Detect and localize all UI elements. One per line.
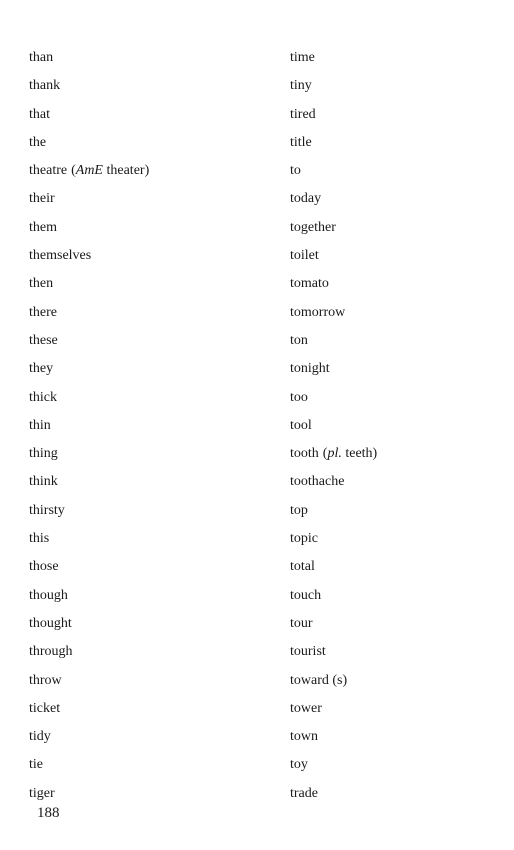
headword: tomato	[290, 276, 329, 292]
word-entry	[29, 161, 269, 189]
page-number: 188	[37, 805, 60, 821]
word-entry	[290, 501, 490, 529]
headword: ticket	[29, 700, 61, 716]
headword: tiny	[290, 78, 312, 94]
word-entry	[29, 444, 269, 472]
word-entry	[29, 274, 269, 302]
word-entry	[290, 331, 490, 359]
headword: through	[29, 644, 73, 660]
headword: those	[29, 559, 59, 575]
word-entry	[290, 218, 490, 246]
headword: this	[29, 531, 50, 547]
word-entry	[290, 642, 490, 670]
word-entry	[29, 331, 269, 359]
word-entry	[290, 586, 490, 614]
word-entry	[290, 76, 490, 104]
word-entry	[29, 699, 269, 727]
word-entry	[290, 48, 490, 76]
word-entry	[29, 671, 269, 699]
headword: today	[290, 191, 322, 207]
word-entry	[29, 133, 269, 161]
headword: think	[29, 474, 58, 490]
word-entry	[290, 303, 490, 331]
headword: tower	[290, 700, 322, 716]
headword: together	[290, 219, 336, 235]
headword: thank	[29, 78, 61, 94]
word-entry	[290, 246, 490, 274]
word-entry	[290, 189, 490, 217]
word-entry	[290, 671, 490, 699]
word-entry	[290, 529, 490, 557]
word-entry	[290, 416, 490, 444]
headword: thought	[29, 615, 72, 631]
headword: them	[29, 219, 57, 235]
word-entry	[29, 614, 269, 642]
headword: thin	[29, 417, 51, 433]
word-entry	[290, 388, 490, 416]
headword: thick	[29, 389, 57, 405]
headword: tired	[290, 106, 316, 122]
headword: ton	[290, 332, 308, 348]
headword: town	[290, 729, 318, 745]
word-entry	[290, 472, 490, 500]
word-entry	[290, 133, 490, 161]
word-entry	[29, 105, 269, 133]
headword: tool	[290, 417, 312, 433]
word-entry	[290, 699, 490, 727]
headword: that	[29, 106, 50, 122]
word-entry	[29, 388, 269, 416]
word-entry	[29, 303, 269, 331]
word-entry	[290, 359, 490, 387]
word-entry	[290, 105, 490, 133]
word-entry	[29, 359, 269, 387]
headword: their	[29, 191, 55, 207]
headword: to	[290, 163, 301, 179]
headword: tie	[29, 757, 43, 773]
word-entry	[29, 586, 269, 614]
word-entry	[29, 48, 269, 76]
word-entry	[29, 727, 269, 755]
headword: thing	[29, 446, 58, 462]
headword: tidy	[29, 729, 51, 745]
word-entry	[290, 444, 490, 472]
headword: tooth	[290, 446, 319, 462]
headword: toy	[290, 757, 308, 773]
headword: tonight	[290, 361, 330, 377]
word-entry	[290, 614, 490, 642]
headword: the	[29, 134, 47, 150]
headword: these	[29, 332, 58, 348]
word-entry	[290, 557, 490, 585]
word-entry	[29, 218, 269, 246]
headword: tourist	[290, 644, 326, 660]
word-entry	[29, 472, 269, 500]
headword: thirsty	[29, 502, 65, 518]
headword: than	[29, 50, 54, 65]
headword: touch	[290, 587, 322, 603]
headword: trade	[290, 785, 318, 801]
headword: tour	[290, 615, 313, 631]
word-entry	[29, 246, 269, 274]
usage-note: (AmE theater)	[71, 163, 150, 179]
word-entry	[290, 727, 490, 755]
headword: then	[29, 276, 54, 292]
headword: toilet	[290, 248, 319, 264]
word-entry	[290, 784, 490, 812]
headword: total	[290, 559, 315, 575]
word-entry	[29, 784, 269, 812]
headword: topic	[290, 531, 318, 547]
headword: toward (s)	[290, 672, 348, 688]
headword: title	[290, 134, 312, 150]
word-entry	[290, 161, 490, 189]
word-entry	[290, 755, 490, 783]
headword: toothache	[290, 474, 345, 490]
word-list-right-column	[290, 48, 490, 812]
usage-note: (pl. teeth)	[322, 446, 378, 462]
headword: too	[290, 389, 308, 405]
headword: though	[29, 587, 68, 603]
word-entry	[290, 274, 490, 302]
word-entry	[29, 416, 269, 444]
headword: tiger	[29, 785, 55, 801]
word-entry	[29, 501, 269, 529]
headword: there	[29, 304, 57, 320]
headword: throw	[29, 672, 62, 688]
headword: theatre	[29, 163, 68, 179]
headword: tomorrow	[290, 304, 346, 320]
word-list-left-column	[29, 48, 269, 812]
headword: they	[29, 361, 54, 377]
headword: time	[290, 50, 315, 65]
word-entry	[29, 529, 269, 557]
word-entry	[29, 76, 269, 104]
headword: themselves	[29, 248, 92, 264]
word-entry	[29, 755, 269, 783]
word-entry	[29, 557, 269, 585]
word-entry	[29, 642, 269, 670]
word-entry	[29, 189, 269, 217]
headword: top	[290, 502, 308, 518]
